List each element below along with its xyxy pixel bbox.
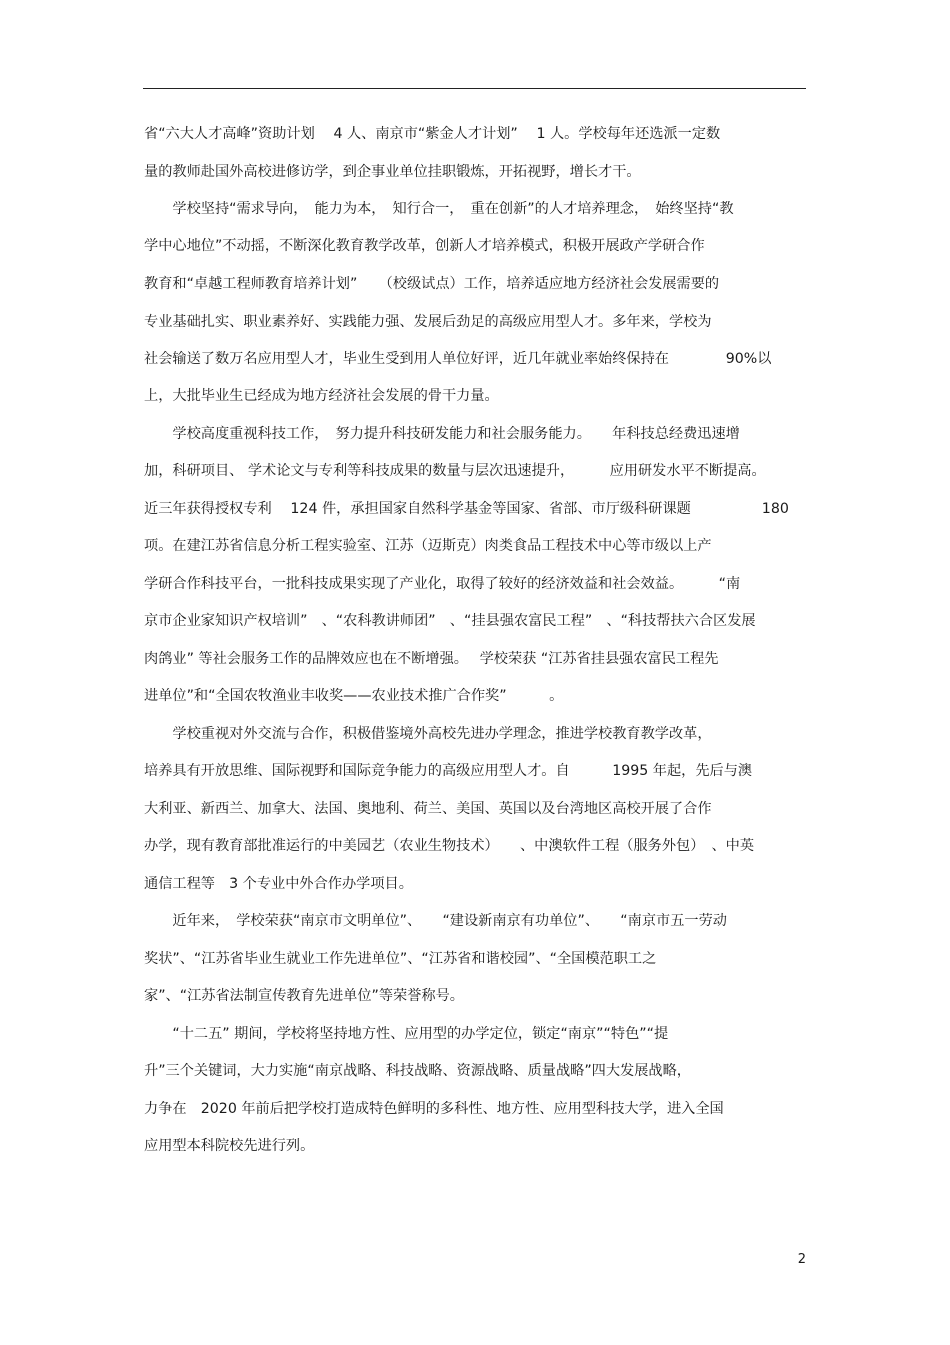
text-line: 学研合作科技平台，一批科技成果实现了产业化，取得了较好的经济效益和社会效益。 “南 (144, 576, 741, 592)
text-line: 办学，现有教育部批准运行的中美园艺（农业生物技术） 、中澳软件工程（服务外包） 、中英 (144, 838, 755, 854)
header-rule (143, 88, 806, 89)
page-number: 2 (797, 1252, 806, 1267)
text-line: 加，科研项目、 学术论文与专利等科技成果的数量与层次迅速提升， 应用研发水平不断提高。 (144, 463, 766, 479)
text-line: 肉鸽业” 等社会服务工作的品牌效应也在不断增强。 学校荣获 “江苏省挂县强农富民工程先 (144, 651, 719, 667)
text-line: 近年来， 学校荣获“南京市文明单位”、 “建设新南京有功单位”、 “南京市五一劳动 (144, 913, 727, 929)
text-line: 培养具有开放思维、国际视野和国际竞争能力的高级应用型人才。自 1995 年起，先后与澳 (144, 763, 753, 779)
text-line: 省“六大人才高峰”资助计划 4 人、南京市“紫金人才计划” 1 人。学校每年还选派一定数 (144, 126, 721, 142)
text-line: 进单位”和“全国农牧渔业丰收奖——农业技术推广合作奖” 。 (144, 688, 564, 704)
text-line: 项。在建江苏省信息分析工程实验室、江苏（迈斯克）肉类食品工程技术中心等市级以上产 (144, 538, 712, 554)
text-line: 专业基础扎实、职业素养好、实践能力强、发展后劲足的高级应用型人才。多年来，学校为 (144, 314, 712, 330)
text-line: 学校坚持“需求导向， 能力为本， 知行合一， 重在创新”的人才培养理念， 始终坚持“教 (144, 201, 734, 217)
text-line: 应用型本科院校先进行列。 (144, 1138, 315, 1154)
text-line: 社会输送了数万名应用型人才，毕业生受到用人单位好评，近几年就业率始终保持在 90%以 (144, 351, 772, 367)
text-line: 上，大批毕业生已经成为地方经济社会发展的骨干力量。 (144, 388, 499, 404)
text-line: 学校高度重视科技工作， 努力提升科技研发能力和社会服务能力。 年科技总经费迅速增 (144, 426, 740, 442)
text-line: 学中心地位”不动摇，不断深化教育教学改革，创新人才培养模式，积极开展政产学研合作 (144, 238, 705, 254)
text-line: 奖状”、“江苏省毕业生就业工作先进单位”、“江苏省和谐校园”、“全国模范职工之 (144, 951, 657, 967)
text-line: 升”三个关键词，大力实施“南京战略、科技战略、资源战略、质量战略”四大发展战略， (144, 1063, 691, 1079)
text-line: “十二五” 期间，学校将坚持地方性、应用型的办学定位，锁定“南京”“特色”“提 (144, 1026, 669, 1042)
text-line: 量的教师赴国外高校进修访学，到企事业单位挂职锻炼，开拓视野，增长才干。 (144, 164, 641, 180)
text-line: 学校重视对外交流与合作，积极借鉴境外高校先进办学理念，推进学校教育教学改革， (144, 726, 712, 742)
text-line: 近三年获得授权专利 124 件，承担国家自然科学基金等国家、省部、市厅级科研课题 180 (144, 501, 789, 517)
text-line: 京市企业家知识产权培训” 、“农科教讲师团” 、“挂县强农富民工程” 、“科技帮扶六合区发展 (144, 613, 756, 629)
text-line: 通信工程等 3 个专业中外合作办学项目。 (144, 876, 413, 892)
text-line: 教育和“卓越工程师教育培养计划” （校级试点）工作，培养适应地方经济社会发展需要的 (144, 276, 720, 292)
text-line: 大利亚、新西兰、加拿大、法国、奥地利、荷兰、美国、英国以及台湾地区高校开展了合作 (144, 801, 712, 817)
text-line: 力争在 2020 年前后把学校打造成特色鲜明的多科性、地方性、应用型科技大学，进入全国 (144, 1101, 724, 1117)
text-line: 家”、“江苏省法制宣传教育先进单位”等荣誉称号。 (144, 988, 464, 1004)
